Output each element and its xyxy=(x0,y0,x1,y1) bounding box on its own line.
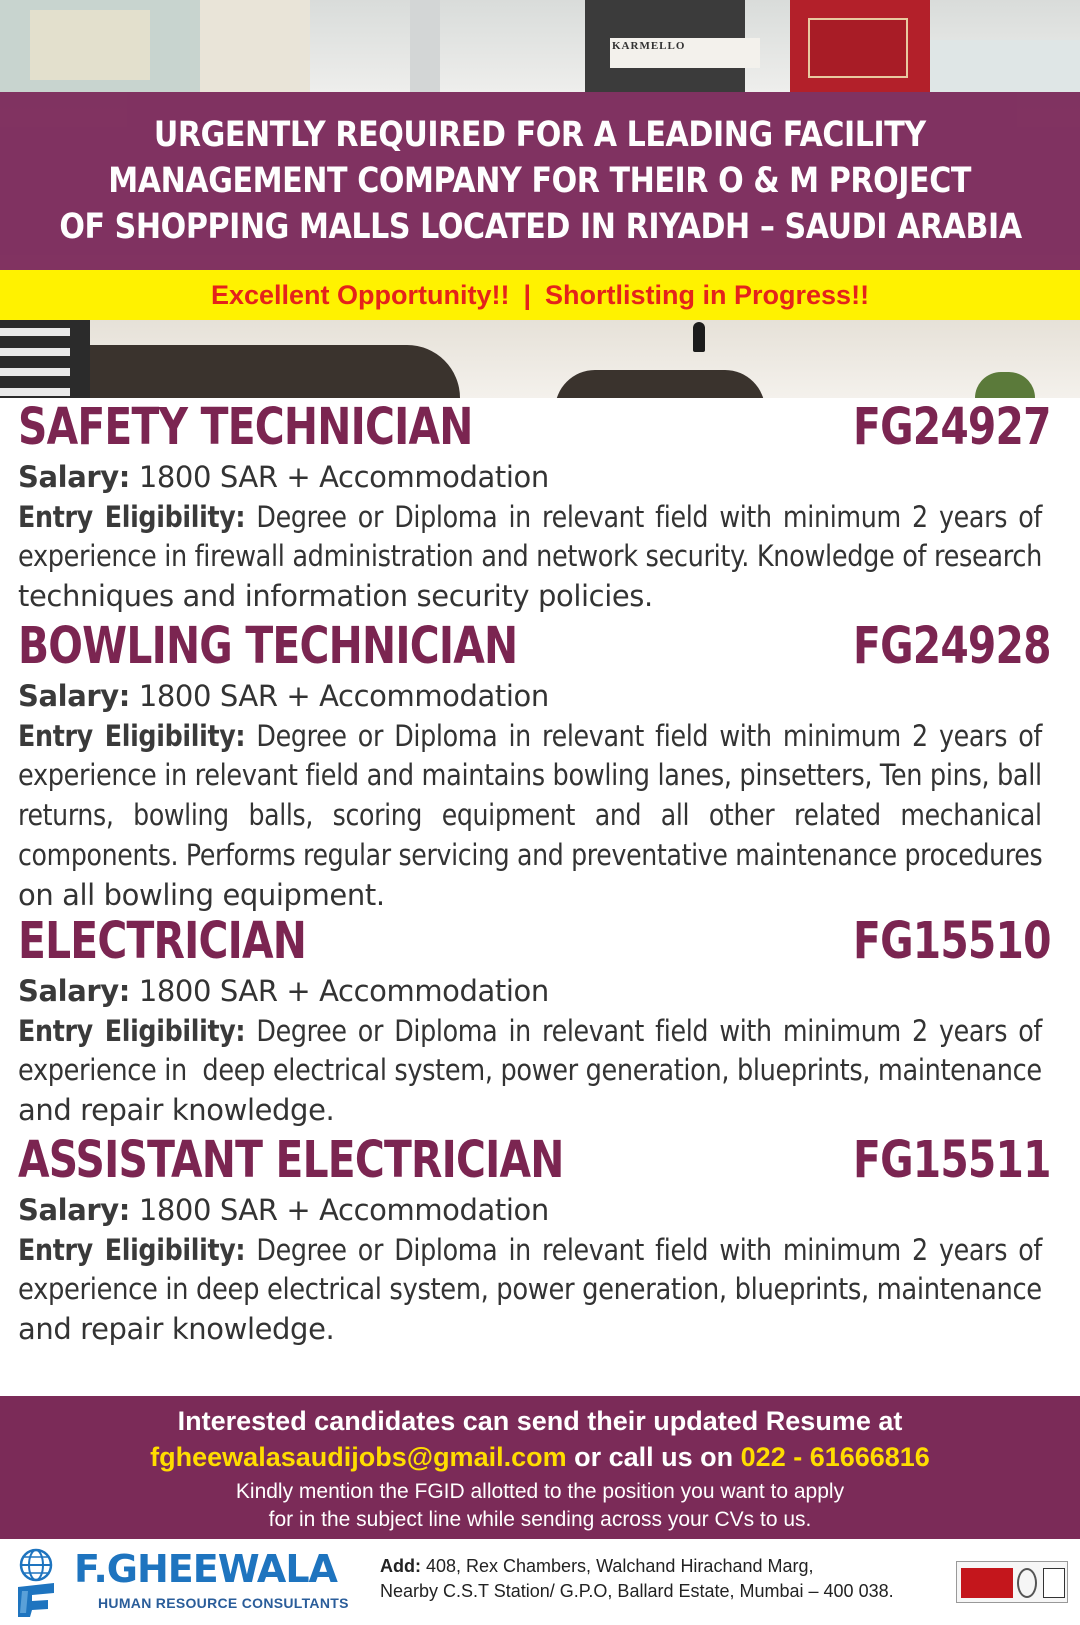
eligibility-line: components. Performs regular servicing and preventative maintenance procedures xyxy=(18,837,1043,872)
certification-badges xyxy=(956,1561,1068,1603)
contact-phone-link[interactable]: 022 - 61666816 xyxy=(740,1442,930,1472)
contact-intro: Interested candidates can send their updated Resume at xyxy=(177,1406,903,1436)
strip-separator: | xyxy=(523,279,532,310)
mall-pillar xyxy=(410,0,440,92)
job-card xyxy=(18,617,1060,915)
job-description xyxy=(18,458,1060,617)
eligibility-line: techniques and information security policies. xyxy=(18,579,653,614)
strip-shortlisting-text: Shortlisting in Progress!! xyxy=(545,279,870,310)
eligibility-line xyxy=(18,1231,1042,1271)
salary-label: Salary: xyxy=(18,460,130,494)
eligibility-line: experience in firewall administration and network security. Knowledge of research xyxy=(18,539,1042,574)
brand-bar xyxy=(0,1539,1080,1625)
store-sign-text: KARMELLO xyxy=(612,40,686,52)
eligibility-text: Degree or Diploma in relevant field with minimum 2 years of xyxy=(256,1013,1042,1048)
company-address xyxy=(380,1554,894,1604)
job-listings xyxy=(0,398,1080,1396)
mall-storefront xyxy=(200,0,310,92)
contact-email-link[interactable]: fgheewalasaudijobs@gmail.com xyxy=(150,1442,567,1472)
seal-badge-icon xyxy=(1017,1568,1037,1598)
shopper-figure xyxy=(693,322,705,352)
eligibility-label: Entry Eligibility: xyxy=(18,499,246,534)
job-title: SAFETY TECHNICIAN xyxy=(18,398,473,457)
headline-line-3: OF SHOPPING MALLS LOCATED IN RIYADH – SAUDI ARABIA xyxy=(58,207,1022,247)
company-name: F.GHEEWALA xyxy=(74,1547,337,1591)
hero-section xyxy=(0,0,1080,398)
eligibility-label: Entry Eligibility: xyxy=(18,718,246,753)
salary-value: 1800 SAR + Accommodation xyxy=(138,1193,549,1227)
job-code: FG15510 xyxy=(853,912,1051,971)
job-title: ASSISTANT ELECTRICIAN xyxy=(18,1131,564,1190)
contact-instruction-2: for in the subject line while sending across your CVs to us. xyxy=(268,1508,812,1531)
ukas-badge-icon xyxy=(1043,1568,1065,1598)
mall-staircase xyxy=(0,320,90,398)
salary-line xyxy=(18,677,1042,717)
eligibility-label: Entry Eligibility: xyxy=(18,1013,246,1048)
headline-line-2: MANAGEMENT COMPANY FOR THEIR O & M PROJECT xyxy=(108,161,972,201)
address-line-1 xyxy=(380,1554,894,1579)
globe-logo-icon xyxy=(12,1547,60,1617)
contact-footer xyxy=(0,1396,1080,1539)
job-header xyxy=(18,398,1060,458)
salary-value: 1800 SAR + Accommodation xyxy=(138,460,549,494)
eligibility-text: Degree or Diploma in relevant field with minimum 2 years of xyxy=(256,718,1042,753)
job-code: FG24927 xyxy=(853,398,1051,457)
contact-instruction-1: Kindly mention the FGID allotted to the position you want to apply xyxy=(235,1480,845,1503)
eligibility-line: on all bowling equipment. xyxy=(18,877,385,912)
eligibility-line: and repair knowledge. xyxy=(18,1312,335,1347)
job-title: ELECTRICIAN xyxy=(18,912,307,971)
job-header xyxy=(18,1131,1060,1191)
job-header xyxy=(18,617,1060,677)
mall-atrium-opening xyxy=(90,345,460,398)
salary-line xyxy=(18,1191,1042,1231)
job-description xyxy=(18,972,1060,1131)
eligibility-line: experience in relevant field and maintains bowling lanes, pinsetters, Ten pins, ball xyxy=(18,758,1042,793)
mall-atrium-opening xyxy=(555,370,765,398)
job-code: FG24928 xyxy=(853,617,1051,676)
eligibility-line xyxy=(18,717,1042,757)
company-tagline: HUMAN RESOURCE CONSULTANTS xyxy=(98,1595,349,1611)
job-header xyxy=(18,912,1060,972)
headline-line-1: URGENTLY REQUIRED FOR A LEADING FACILITY xyxy=(154,115,926,155)
job-title: BOWLING TECHNICIAN xyxy=(18,617,518,676)
salary-label: Salary: xyxy=(18,679,130,713)
job-code: FG15511 xyxy=(853,1131,1051,1190)
job-card xyxy=(18,1131,1060,1350)
strip-opportunity-text: Excellent Opportunity!! xyxy=(210,279,510,310)
salary-line xyxy=(18,458,1042,498)
headline-banner xyxy=(0,92,1080,270)
address-line-2: Nearby C.S.T Station/ G.P.O, Ballard Estate, Mumbai – 400 038. xyxy=(380,1581,894,1601)
job-card xyxy=(18,912,1060,1131)
salary-value: 1800 SAR + Accommodation xyxy=(138,679,549,713)
eligibility-label: Entry Eligibility: xyxy=(18,1232,246,1267)
eligibility-line xyxy=(18,498,1042,538)
bureau-veritas-badge-icon xyxy=(961,1568,1013,1598)
mall-window xyxy=(930,40,1080,92)
contact-details xyxy=(0,1440,1080,1474)
eligibility-text: Degree or Diploma in relevant field with minimum 2 years of xyxy=(256,1232,1042,1267)
address-label: Add: xyxy=(380,1556,421,1576)
eligibility-line: returns, bowling balls, scoring equipment and all other related mechanical xyxy=(18,798,1042,833)
salary-label: Salary: xyxy=(18,974,130,1008)
eligibility-line: and repair knowledge. xyxy=(18,1093,335,1128)
salary-value: 1800 SAR + Accommodation xyxy=(138,974,549,1008)
eligibility-line: experience in deep electrical system, power generation, blueprints, maintenance xyxy=(18,1053,1042,1088)
salary-label: Salary: xyxy=(18,1193,130,1227)
eligibility-line xyxy=(18,1012,1042,1052)
job-description xyxy=(18,1191,1060,1350)
store-sign-frame xyxy=(808,18,908,78)
highlight-strip xyxy=(0,270,1080,320)
mall-storefront-window xyxy=(30,10,150,80)
address-text-1: 408, Rex Chambers, Walchand Hirachand Marg, xyxy=(420,1556,814,1576)
job-card xyxy=(18,398,1060,617)
salary-line xyxy=(18,972,1042,1012)
eligibility-line: experience in deep electrical system, power generation, blueprints, maintenance xyxy=(18,1272,1042,1307)
job-description xyxy=(18,677,1060,915)
eligibility-text: Degree or Diploma in relevant field with minimum 2 years of xyxy=(256,499,1042,534)
contact-or-call: or call us on xyxy=(566,1442,741,1472)
